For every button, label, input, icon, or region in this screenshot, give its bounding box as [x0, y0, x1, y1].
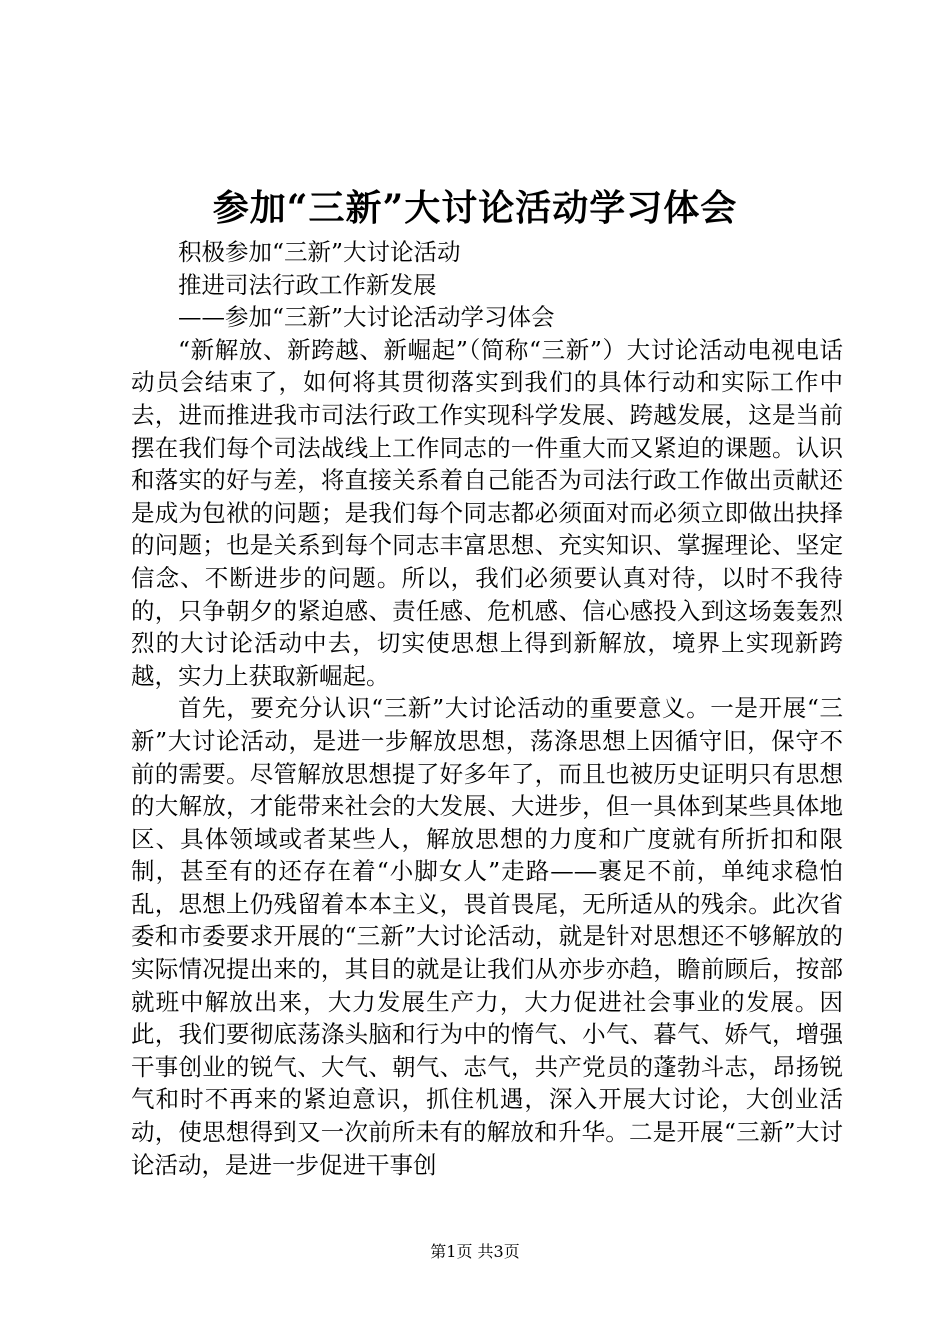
body-paragraph: “新解放、新跨越、新崛起”（简称“三新”）大讨论活动电视电话动员会结束了，如何将其贯彻落实到我们的具体行动和实际工作中去，进而推进我市司法行政工作实现科学发展、跨越发展，这是当前摆在我们每个司法战线上工作同志的一件重大而又紧迫的课题。认识和落实的好与差，将直接关系着自己能否为司法行政工作做出贡献还是成为包袱的问题；是我们每个同志都必须面对而必须立即做出抉择的问题；也是关系到每个同志丰富思想、充实知识、掌握理论、坚定信念、不断进步的问题。所以，我们必须要认真对待，以时不我待的，只争朝夕的紧迫感、责任感、危机感、信心感投入到这场轰轰烈烈的大讨论活动中去，切实使思想上得到新解放，境界上实现新跨越，实力上获取新崛起。: [131, 335, 843, 690]
page-footer: 第1页 共3页: [430, 1242, 520, 1261]
body-paragraph: 首先，要充分认识“三新”大讨论活动的重要意义。一是开展“三新”大讨论活动，是进一步解放思想，荡涤思想上因循守旧，保守不前的需要。尽管解放思想提了好多年了，而且也被历史证明只有思想的大解放，才能带来社会的大发展、大进步，但一具体到某些具体地区、具体领域或者某些人，解放思想的力度和广度就有所折扣和限制，甚至有的还存在着“小脚女人”走路——裹足不前，单纯求稳怕乱，思想上仍残留着本本主义，畏首畏尾，无所适从的残余。此次省委和市委要求开展的“三新”大讨论活动，就是针对思想还不够解放的实际情况提出来的，其目的就是让我们从亦步亦趋，瞻前顾后，按部就班中解放出来，大力发展生产力，大力促进社会事业的发展。因此，我们要彻底荡涤头脑和行为中的惰气、小气、暮气、娇气，增强干事创业的锐气、大气、朝气、志气，共产党员的蓬勃斗志，昂扬锐气和时不再来的紧迫意识，抓住机遇，深入开展大讨论，大创业活动，使思想得到又一次前所未有的解放和升华。二是开展“三新”大讨论活动，是进一步促进干事创: [131, 694, 843, 1179]
document-title: 参加“三新”大讨论活动学习体会: [212, 187, 738, 229]
subheading: ——参加“三新”大讨论活动学习体会: [178, 303, 555, 332]
subheading: 积极参加“三新”大讨论活动: [178, 238, 461, 266]
document-body: [131, 236, 843, 1181]
subheading: 推进司法行政工作新发展: [178, 270, 437, 299]
